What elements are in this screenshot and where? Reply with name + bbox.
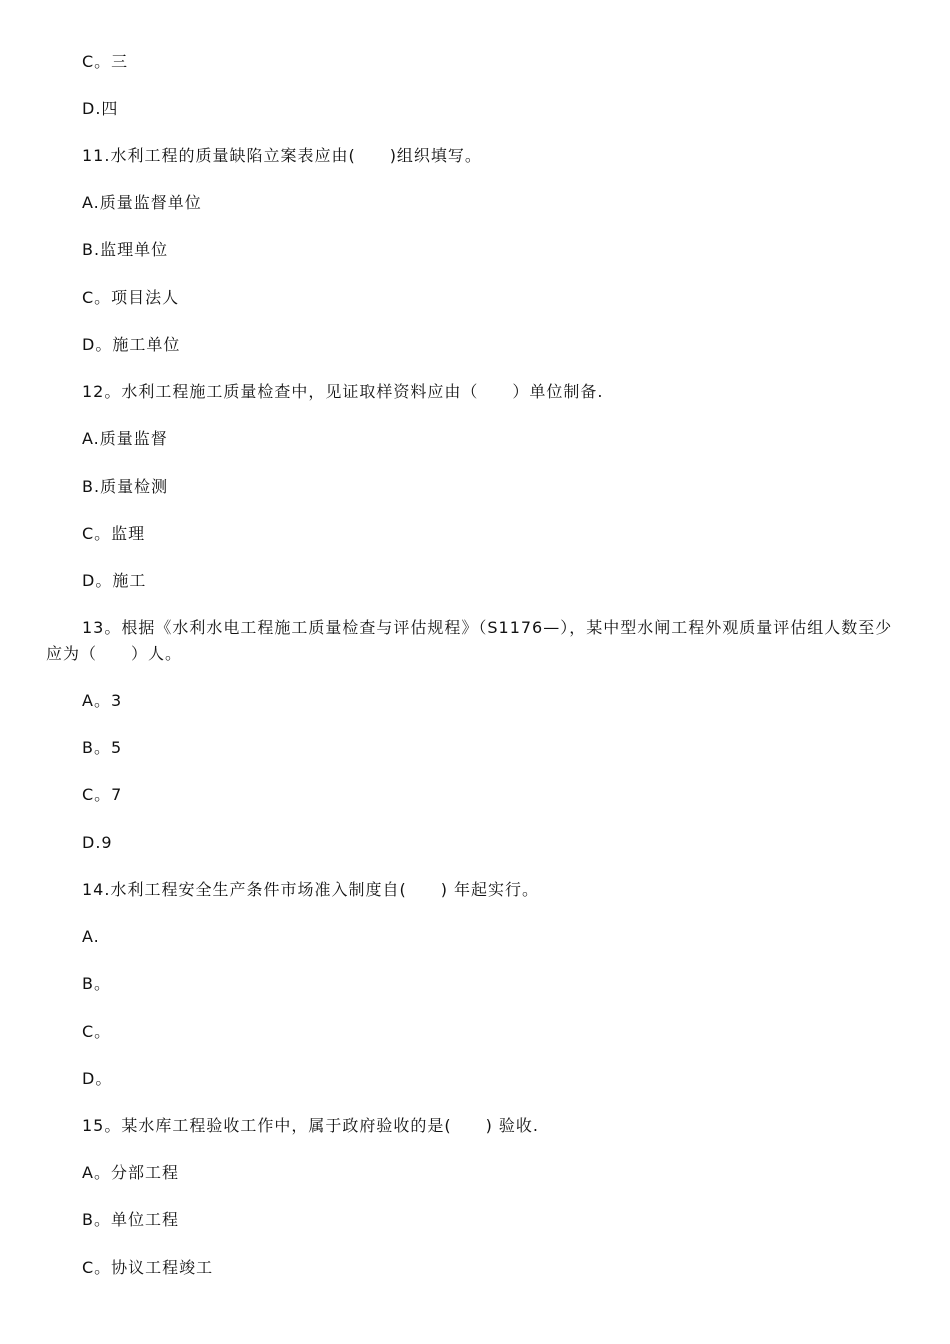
option-c-q13: C。7 xyxy=(82,785,123,804)
option-c-q12: C。监理 xyxy=(82,524,146,543)
option-c-q15: C。协议工程竣工 xyxy=(82,1258,214,1277)
option-d-q13: D.9 xyxy=(82,833,113,852)
option-c-q11: C。项目法人 xyxy=(82,288,180,307)
option-d-q12: D。施工 xyxy=(82,571,147,590)
question-13 xyxy=(46,615,908,667)
option-b-q15: B。单位工程 xyxy=(82,1210,179,1229)
question-15: 15。某水库工程验收工作中，属于政府验收的是( ) 验收. xyxy=(82,1116,540,1135)
option-d-q11: D。施工单位 xyxy=(82,335,181,354)
option-a-q11: A.质量监督单位 xyxy=(82,193,202,212)
option-a-q13: A。3 xyxy=(82,691,123,710)
option-a-q12: A.质量监督 xyxy=(82,429,168,448)
option-c-q14: C。 xyxy=(82,1022,112,1041)
option-b-q13: B。5 xyxy=(82,738,123,757)
question-11: 11.水利工程的质量缺陷立案表应由( )组织填写。 xyxy=(82,146,482,165)
question-14: 14.水利工程安全生产条件市场准入制度自( ) 年起实行。 xyxy=(82,880,540,899)
option-c-q10: C。三 xyxy=(82,52,129,71)
option-a-q14: A. xyxy=(82,927,100,946)
option-a-q15: A。分部工程 xyxy=(82,1163,179,1182)
option-d-q10: D.四 xyxy=(82,99,119,118)
question-12: 12。水利工程施工质量检查中，见证取样资料应由（ ）单位制备. xyxy=(82,382,604,401)
option-d-q14: D。 xyxy=(82,1069,113,1088)
question-13-text: 13。根据《水利水电工程施工质量检查与评估规程》（S1176—），某中型水闸工程外观质量评估组人数至少应为（ ）人。 xyxy=(46,618,893,663)
option-b-q14: B。 xyxy=(82,974,111,993)
option-b-q11: B.监理单位 xyxy=(82,240,169,259)
option-b-q12: B.质量检测 xyxy=(82,477,169,496)
